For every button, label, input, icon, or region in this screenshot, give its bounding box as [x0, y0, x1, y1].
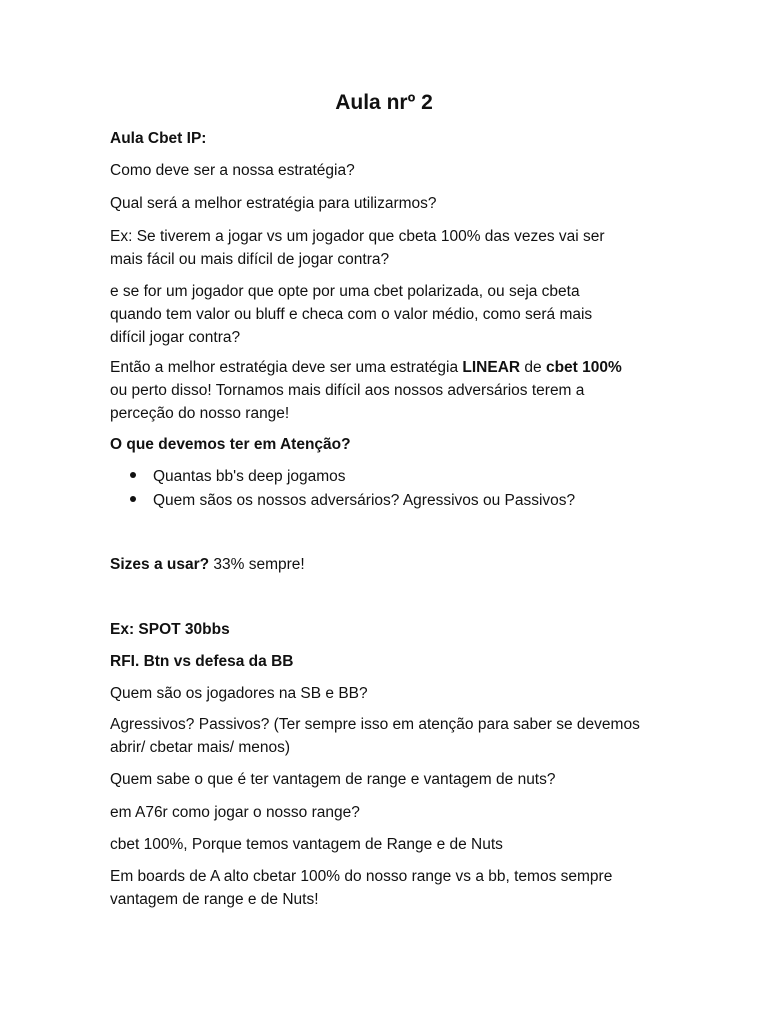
aggressive-line-1: Agressivos? Passivos? (Ter sempre isso em atenção para saber se devemos [110, 716, 640, 733]
polarized-line-3: difícil jogar contra? [110, 329, 241, 346]
bullet-item: Quantas bb's deep jogamos [130, 465, 346, 489]
final-line-1: Em boards de A alto cbetar 100% do nosso range vs a bb, temos sempre [110, 868, 613, 885]
linear-line-1: Então a melhor estratégia deve ser uma estratégia LINEAR de cbet 100% [110, 359, 622, 376]
polarized-line-2: quando tem valor ou bluff e checa com o valor médio, como será mais [110, 306, 593, 323]
linear-keyword: LINEAR [462, 359, 521, 376]
heading-cbet: Aula Cbet IP: [110, 130, 207, 147]
linear-line-3: perceção do nosso range! [110, 405, 290, 422]
cbet-100-keyword: cbet 100% [545, 359, 622, 376]
example-line-1: Ex: Se tiverem a jogar vs um jogador que cbeta 100% das vezes vai ser [110, 228, 605, 245]
sizes-line [110, 553, 305, 577]
question-strategy: Como deve ser a nossa estratégia? [110, 162, 355, 179]
cbet-100-line: cbet 100%, Porque temos vantagem de Range e de Nuts [110, 836, 503, 853]
question-players: Quem são os jogadores na SB e BB? [110, 685, 368, 702]
sizes-label: Sizes a usar? [110, 556, 210, 573]
attention-heading: O que devemos ter em Atenção? [110, 436, 351, 453]
bullet-dot-icon [130, 472, 136, 478]
bullet-item: Quem sãos os nossos adversários? Agressivos ou Passivos? [130, 489, 575, 513]
polarized-line-1: e se for um jogador que opte por uma cbet polarizada, ou seja cbeta [110, 283, 580, 300]
page-title: Aula nrº 2 [335, 91, 433, 114]
bullet-dot-icon [130, 496, 136, 502]
spot-heading: Ex: SPOT 30bbs [110, 621, 230, 638]
linear-line-2: ou perto disso! Tornamos mais difícil aos nossos adversários terem a [110, 382, 585, 399]
rfi-heading: RFI. Btn vs defesa da BB [110, 653, 294, 670]
question-a76r: em A76r como jogar o nosso range? [110, 804, 360, 821]
question-best-strategy: Qual será a melhor estratégia para utilizarmos? [110, 195, 437, 212]
question-range-advantage: Quem sabe o que é ter vantagem de range e vantagem de nuts? [110, 771, 556, 788]
example-line-2: mais fácil ou mais difícil de jogar contra? [110, 251, 390, 268]
sizes-value: 33% sempre! [209, 556, 305, 573]
final-line-2: vantagem de range e de Nuts! [110, 891, 319, 908]
aggressive-line-2: abrir/ cbetar mais/ menos) [110, 739, 291, 756]
